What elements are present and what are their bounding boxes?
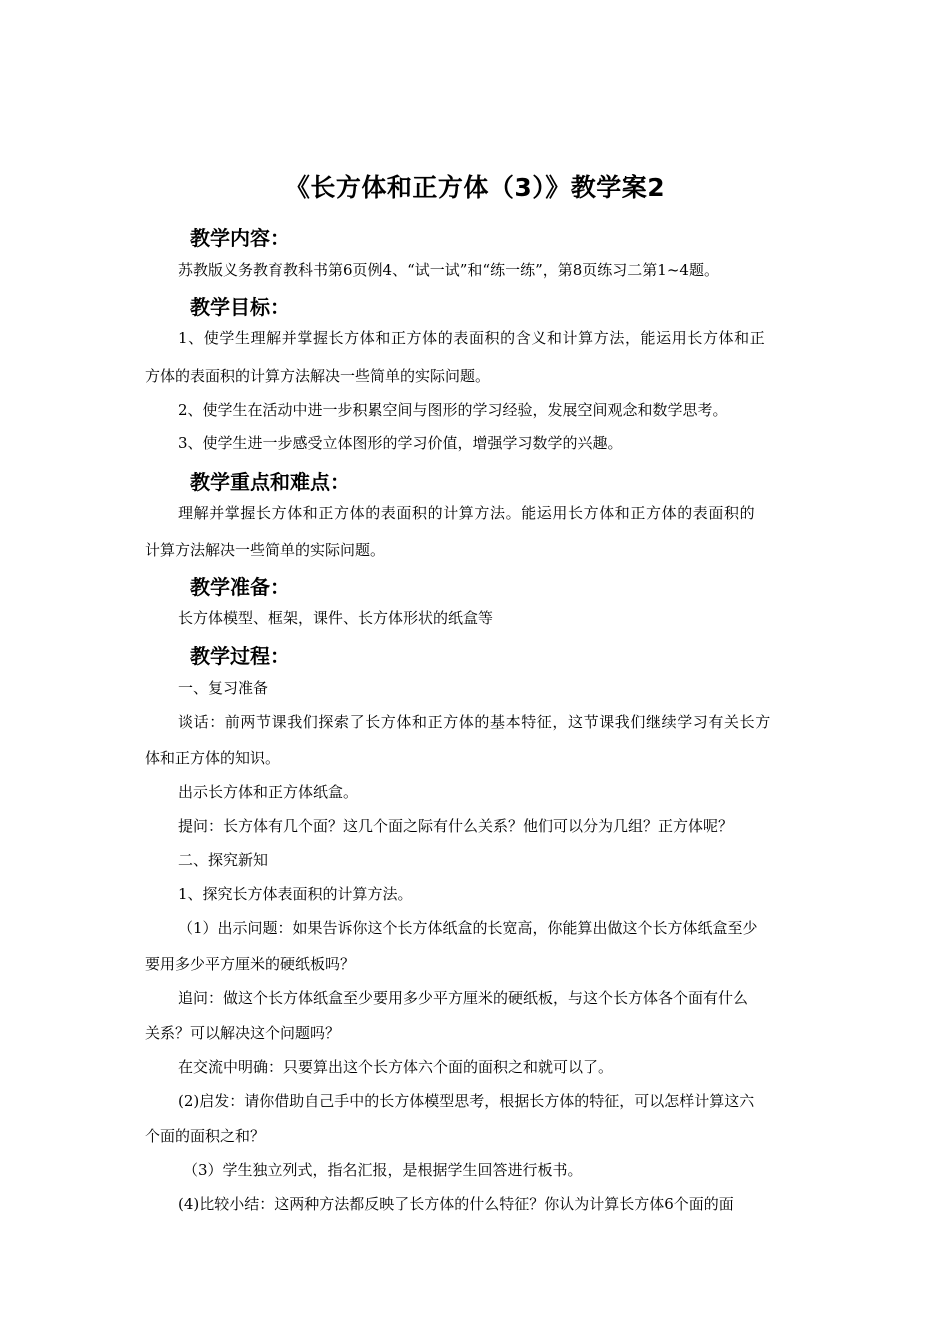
q1-line-1: （1）出示问题：如果告诉你这个长方体纸盒的长宽高，你能算出做这个长方体纸盒至少 <box>178 919 758 937</box>
follow-up-line-2: 关系？可以解决这个问题吗？ <box>145 1024 341 1042</box>
talk-line-2: 体和正方体的知识。 <box>145 749 281 767</box>
q1-line-2: 要用多少平方厘米的硬纸板吗？ <box>145 955 356 973</box>
heading-key-points: 教学重点和难点： <box>190 470 350 494</box>
clarify-text: 在交流中明确：只要算出这个长方体六个面的面积之和就可以了。 <box>178 1058 614 1076</box>
follow-up-line-1: 追问：做这个长方体纸盒至少要用多少平方厘米的硬纸板，与这个长方体各个面有什么 <box>178 989 749 1007</box>
key-points-line-2: 计算方法解决一些简单的实际问题。 <box>145 541 386 559</box>
step-1-title: 1、探究长方体表面积的计算方法。 <box>178 885 413 903</box>
question-faces: 提问：长方体有几个面？这几个面之际有什么关系？他们可以分为几组？正方体呢？ <box>178 817 734 835</box>
key-points-line-1: 理解并掌握长方体和正方体的表面积的计算方法。能运用长方体和正方体的表面积的 <box>178 504 756 522</box>
heading-process: 教学过程： <box>190 644 290 668</box>
goal-3: 3、使学生进一步感受立体图形的学习价值，增强学习数学的兴趣。 <box>178 434 623 452</box>
part-1-title: 一、复习准备 <box>178 679 269 697</box>
heading-preparation: 教学准备： <box>190 575 290 599</box>
q2-line-2: 个面的面积之和？ <box>145 1127 266 1145</box>
heading-teaching-goals: 教学目标： <box>190 295 290 319</box>
goal-2: 2、使学生在活动中进一步积累空间与图形的学习经验，发展空间观念和数学思考。 <box>178 401 728 419</box>
q3-text: （3）学生独立列式，指名汇报，是根据学生回答进行板书。 <box>183 1161 583 1179</box>
q2-line-1: (2)启发：请你借助自己手中的长方体模型思考，根据长方体的特征，可以怎样计算这六 <box>178 1092 755 1110</box>
q4-line-1: (4)比较小结：这两种方法都反映了长方体的什么特征？你认为计算长方体6个面的面 <box>178 1195 734 1213</box>
document-title: 《长方体和正方体（3）》教学案2 <box>284 173 666 202</box>
part-2-title: 二、探究新知 <box>178 851 269 869</box>
teaching-content-text: 苏教版义务教育教科书第6页例4、“试一试”和“练一练”，第8页练习二第1~4题。 <box>178 261 719 279</box>
talk-line-1: 谈话：前两节课我们探索了长方体和正方体的基本特征，这节课我们继续学习有关长方 <box>178 713 771 731</box>
show-boxes: 出示长方体和正方体纸盒。 <box>178 783 359 801</box>
preparation-text: 长方体模型、框架，课件、长方体形状的纸盒等 <box>178 609 494 627</box>
goal-1-line-1: 1、使学生理解并掌握长方体和正方体的表面积的含义和计算方法，能运用长方体和正 <box>178 329 766 347</box>
goal-1-line-2: 方体的表面积的计算方法解决一些简单的实际问题。 <box>145 367 491 385</box>
heading-teaching-content: 教学内容： <box>190 226 290 250</box>
